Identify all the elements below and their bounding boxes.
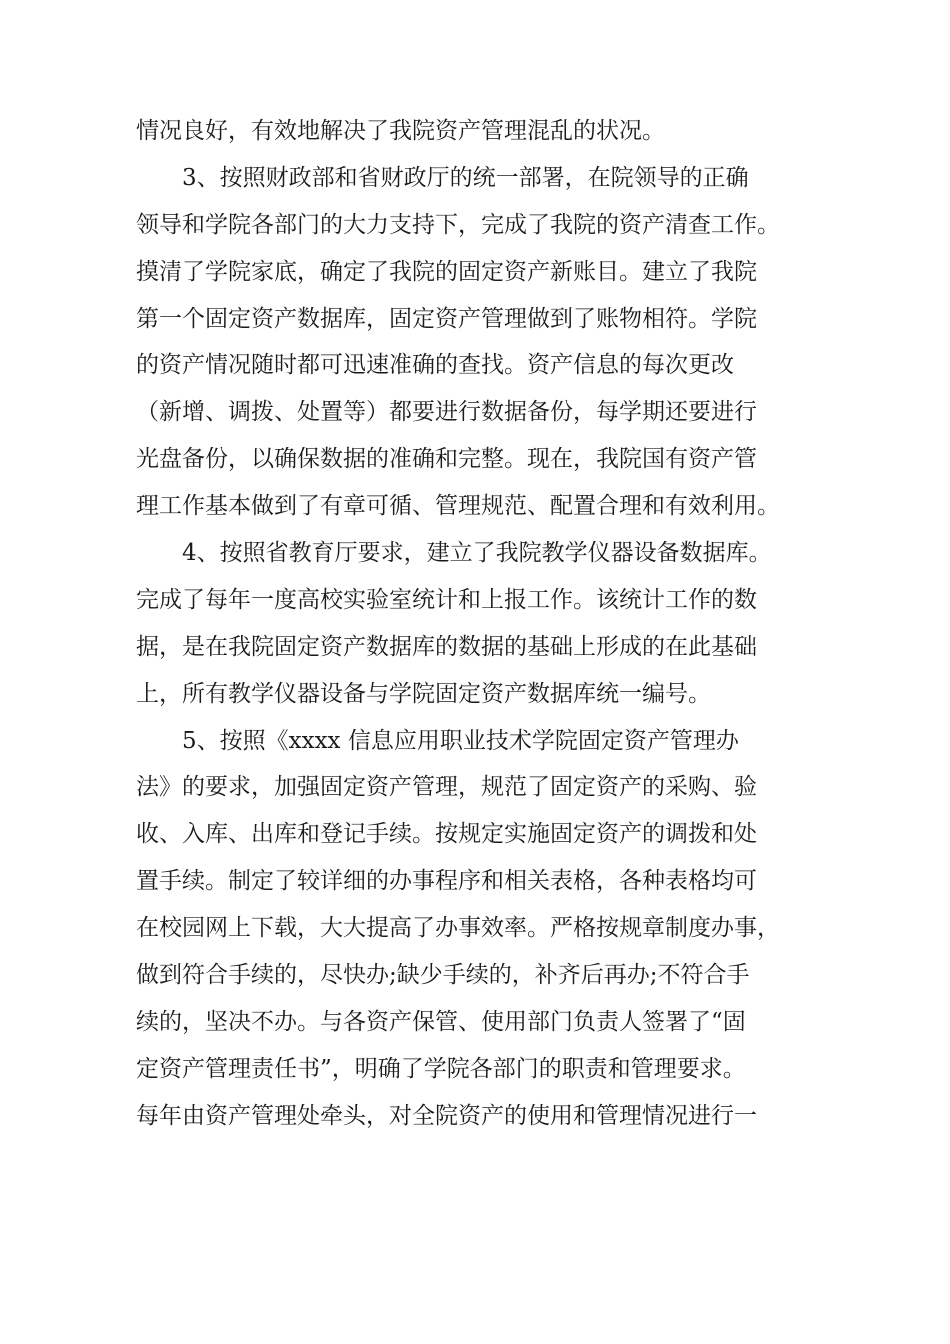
paragraph-5-start: 5、按照《xxxx 信息应用职业技术学院固定资产管理办 [182, 727, 739, 754]
paragraph-3-start: 3、按照财政部和省财政厅的统一部署，在院领导的正确 [182, 164, 749, 191]
text-line: 置手续。制定了较详细的办事程序和相关表格，各种表格均可 [136, 868, 757, 895]
text-line: 续的，坚决不办。与各资产保管、使用部门负责人签署了“固 [136, 1008, 746, 1035]
text-line: 定资产管理责任书”，明确了学院各部门的职责和管理要求。 [136, 1055, 746, 1082]
text-line: 在校园网上下载，大大提高了办事效率。严格按规章制度办事， [136, 915, 780, 942]
text-line: 领导和学院各部门的大力支持下，完成了我院的资产清查工作。 [136, 211, 780, 238]
text-line: 法》的要求，加强固定资产管理，规范了固定资产的采购、验 [136, 774, 757, 801]
paragraph-4-start: 4、按照省教育厅要求，建立了我院教学仪器设备数据库。 [182, 540, 772, 567]
document-body [136, 108, 826, 1140]
text-line: 理工作基本做到了有章可循、管理规范、配置合理和有效利用。 [136, 493, 780, 520]
text-line: 光盘备份，以确保数据的准确和完整。现在，我院国有资产管 [136, 446, 757, 473]
text-line: 完成了每年一度高校实验室统计和上报工作。该统计工作的数 [136, 586, 757, 613]
text-line: 摸清了学院家底，确定了我院的固定资产新账目。建立了我院 [136, 258, 757, 285]
text-line: 收、入库、出库和登记手续。按规定实施固定资产的调拨和处 [136, 821, 757, 848]
text-line: 上，所有教学仪器设备与学院固定资产数据库统一编号。 [136, 680, 711, 707]
text-line: 的资产情况随时都可迅速准确的查找。资产信息的每次更改 [136, 352, 734, 379]
text-line: 第一个固定资产数据库，固定资产管理做到了账物相符。学院 [136, 305, 757, 332]
text-line: 据，是在我院固定资产数据库的数据的基础上形成的在此基础 [136, 633, 757, 660]
text-line: 做到符合手续的，尽快办;缺少手续的，补齐后再办;不符合手 [136, 962, 750, 989]
text-line: 每年由资产管理处牵头，对全院资产的使用和管理情况进行一 [136, 1102, 757, 1129]
text-line: （新增、调拨、处置等）都要进行数据备份，每学期还要进行 [136, 399, 757, 426]
text-line: 情况良好，有效地解决了我院资产管理混乱的状况。 [136, 118, 665, 144]
